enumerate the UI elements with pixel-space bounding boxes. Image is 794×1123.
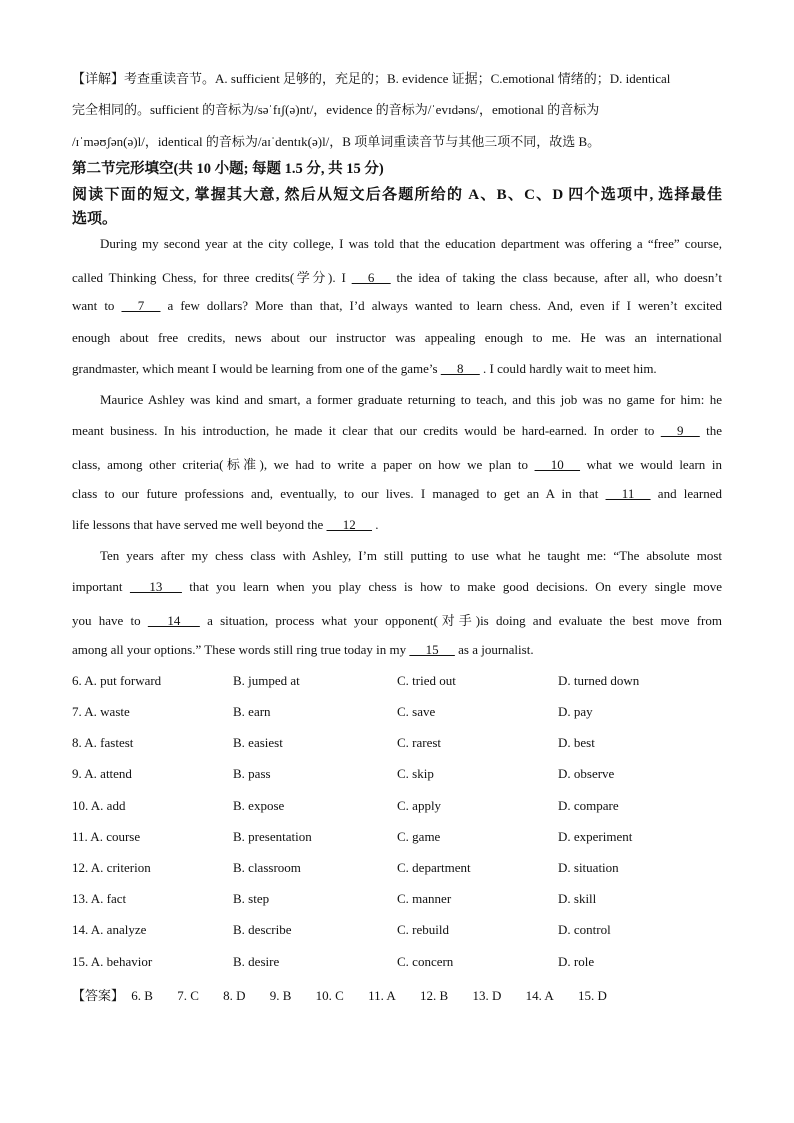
passage-p1-line-2 xyxy=(72,267,722,286)
text-run: want to xyxy=(72,298,115,313)
option-d: D. best xyxy=(558,735,595,750)
passage-p2-line-5 xyxy=(72,517,722,533)
question-row xyxy=(72,860,732,880)
option-c: C. manner xyxy=(397,891,452,906)
text-run: important xyxy=(72,579,123,594)
option-d: D. pay xyxy=(558,704,593,719)
passage-p2-line-2 xyxy=(72,423,722,439)
section-title: 第二节完形填空(共 10 小题; 每题 1.5 分, 共 15 分) xyxy=(72,161,384,177)
option-c: C. concern xyxy=(397,954,454,969)
instruction-line-2: 选项。 xyxy=(72,211,118,227)
text-run: what we would learn in xyxy=(586,457,723,472)
option-d: D. compare xyxy=(558,798,619,813)
passage-p3-line-1: Ten years after my chess class with Ashley, I’m still putting to use what he taught me: “The absolute most xyxy=(100,548,722,563)
answer-item: 9. B xyxy=(269,988,292,1003)
text-run: life lessons that have served me well beyond the xyxy=(72,517,324,532)
option-a: 15. A. behavior xyxy=(72,954,153,969)
text-run: . xyxy=(375,517,379,532)
text-run: and learned xyxy=(657,486,723,501)
option-b: B. expose xyxy=(233,798,285,813)
option-a: 14. A. analyze xyxy=(72,922,147,937)
answer-item: 7. C xyxy=(177,988,199,1003)
question-row xyxy=(72,922,732,942)
answer-item: 12. B xyxy=(420,988,449,1003)
answer-item: 6. B xyxy=(131,988,153,1003)
passage-p2-line-4 xyxy=(72,486,722,502)
option-d: D. role xyxy=(558,954,595,969)
text-run: class, among other criteria(标准), we had to write a paper on how we plan to xyxy=(72,457,528,472)
blank-9: 9 xyxy=(660,423,700,438)
text-run: meant business. In his introduction, he made it clear that our credits would be hard-earned. In order to xyxy=(72,423,655,438)
question-row xyxy=(72,829,732,849)
option-a: 13. A. fact xyxy=(72,891,127,906)
text-run: you have to xyxy=(72,613,141,628)
option-d: D. turned down xyxy=(558,673,640,688)
blank-7: 7 xyxy=(121,298,161,313)
option-d: D. observe xyxy=(558,766,615,781)
option-b: B. presentation xyxy=(233,829,312,844)
passage-p2-line-3 xyxy=(72,454,722,473)
blank-8: 8 xyxy=(440,361,480,376)
option-d: D. skill xyxy=(558,891,597,906)
passage-p1-line-1: During my second year at the city college, I was told that the education department was offering a “free” course, xyxy=(100,236,722,251)
blank-12: 12 xyxy=(326,517,373,532)
text-run: among all your options.” These words still ring true today in my xyxy=(72,642,407,657)
passage-p3-line-3 xyxy=(72,610,722,629)
text-run: called Thinking Chess, for three credits(学分). I xyxy=(72,270,346,285)
text-run: a situation, process what your opponent(对手)is doing and evaluate the best move from xyxy=(207,613,722,628)
option-a: 6. A. put forward xyxy=(72,673,162,688)
answer-item: 15. D xyxy=(578,988,607,1003)
option-a: 8. A. fastest xyxy=(72,735,134,750)
answer-label: 【答案】 xyxy=(72,988,125,1003)
question-row xyxy=(72,798,732,818)
option-b: B. easiest xyxy=(233,735,283,750)
option-b: B. describe xyxy=(233,922,292,937)
text-run: as a journalist. xyxy=(458,642,534,657)
passage-p3-line-2 xyxy=(72,579,722,595)
question-row xyxy=(72,704,732,724)
option-a: 7. A. waste xyxy=(72,704,130,719)
blank-14: 14 xyxy=(147,613,200,628)
question-row xyxy=(72,766,732,786)
text-run: that you learn when you play chess is how to make good decisions. On every single move xyxy=(189,579,723,594)
answer-item: 14. A xyxy=(525,988,554,1003)
answer-item: 11. A xyxy=(368,988,396,1003)
blank-13: 13 xyxy=(129,579,182,594)
option-c: C. apply xyxy=(397,798,442,813)
option-a: 11. A. course xyxy=(72,829,141,844)
blank-10: 10 xyxy=(534,457,581,472)
option-a: 9. A. attend xyxy=(72,766,132,781)
option-d: D. experiment xyxy=(558,829,633,844)
option-c: C. rarest xyxy=(397,735,442,750)
text-run: . I could hardly wait to meet him. xyxy=(483,361,657,376)
passage-p1-line-4: enough about free credits, news about our instructor was appealing enough to me. He was an international xyxy=(72,330,722,345)
text-run: class to our future professions and, eventually, to our lives. I managed to get an A in that xyxy=(72,486,599,501)
option-a: 10. A. add xyxy=(72,798,126,813)
option-d: D. situation xyxy=(558,860,619,875)
option-b: B. earn xyxy=(233,704,271,719)
option-b: B. pass xyxy=(233,766,271,781)
option-d: D. control xyxy=(558,922,611,937)
text-run: the xyxy=(706,423,723,438)
blank-15: 15 xyxy=(409,642,455,657)
question-row xyxy=(72,673,732,693)
answer-item: 10. C xyxy=(315,988,344,1003)
explanation-line-2: 完全相同的。sufficient 的音标为/səˈfɪʃ(ə)nt/，evidence 的音标为/ˈevɪdəns/，emotional 的音标为 xyxy=(72,102,600,117)
option-b: B. classroom xyxy=(233,860,301,875)
passage-p3-line-4 xyxy=(72,642,722,658)
explanation-line-1: 【详解】考查重读音节。A. sufficient 足够的，充足的；B. evidence 证据；C.emotional 情绪的；D. identical xyxy=(72,71,671,86)
text-run: grandmaster, which meant I would be learning from one of the game’s xyxy=(72,361,438,376)
option-c: C. game xyxy=(397,829,441,844)
option-c: C. save xyxy=(397,704,436,719)
question-row xyxy=(72,735,732,755)
text-run: the idea of taking the class because, after all, who doesn’t xyxy=(396,270,723,285)
option-c: C. tried out xyxy=(397,673,456,688)
answer-item: 8. D xyxy=(223,988,246,1003)
option-c: C. skip xyxy=(397,766,434,781)
question-row xyxy=(72,954,732,974)
question-row xyxy=(72,891,732,911)
option-c: C. department xyxy=(397,860,471,875)
option-b: B. jumped at xyxy=(233,673,300,688)
option-b: B. desire xyxy=(233,954,280,969)
instruction-line-1: 阅读下面的短文, 掌握其大意, 然后从短文后各题所给的 A、B、C、D 四个选项中, 选择最佳 xyxy=(72,187,722,203)
answer-line xyxy=(72,985,628,1004)
option-a: 12. A. criterion xyxy=(72,860,151,875)
passage-p1-line-3 xyxy=(72,298,722,314)
option-b: B. step xyxy=(233,891,270,906)
text-run: a few dollars? More than that, I’d always wanted to learn chess. And, even if I weren’t excited xyxy=(167,298,722,313)
blank-6: 6 xyxy=(351,270,391,285)
passage-p2-line-1: Maurice Ashley was kind and smart, a former graduate returning to teach, and this job was no game for him: he xyxy=(100,392,722,407)
passage-p1-line-5 xyxy=(72,361,722,377)
option-c: C. rebuild xyxy=(397,922,449,937)
answer-item: 13. D xyxy=(472,988,502,1003)
explanation-line-3: /ɪˈməʊʃən(ə)l/，identical 的音标为/aɪˈdentɪk(ə)l/，B 项单词重读音节与其他三项不同，故选 B。 xyxy=(72,134,601,149)
blank-11: 11 xyxy=(605,486,651,501)
